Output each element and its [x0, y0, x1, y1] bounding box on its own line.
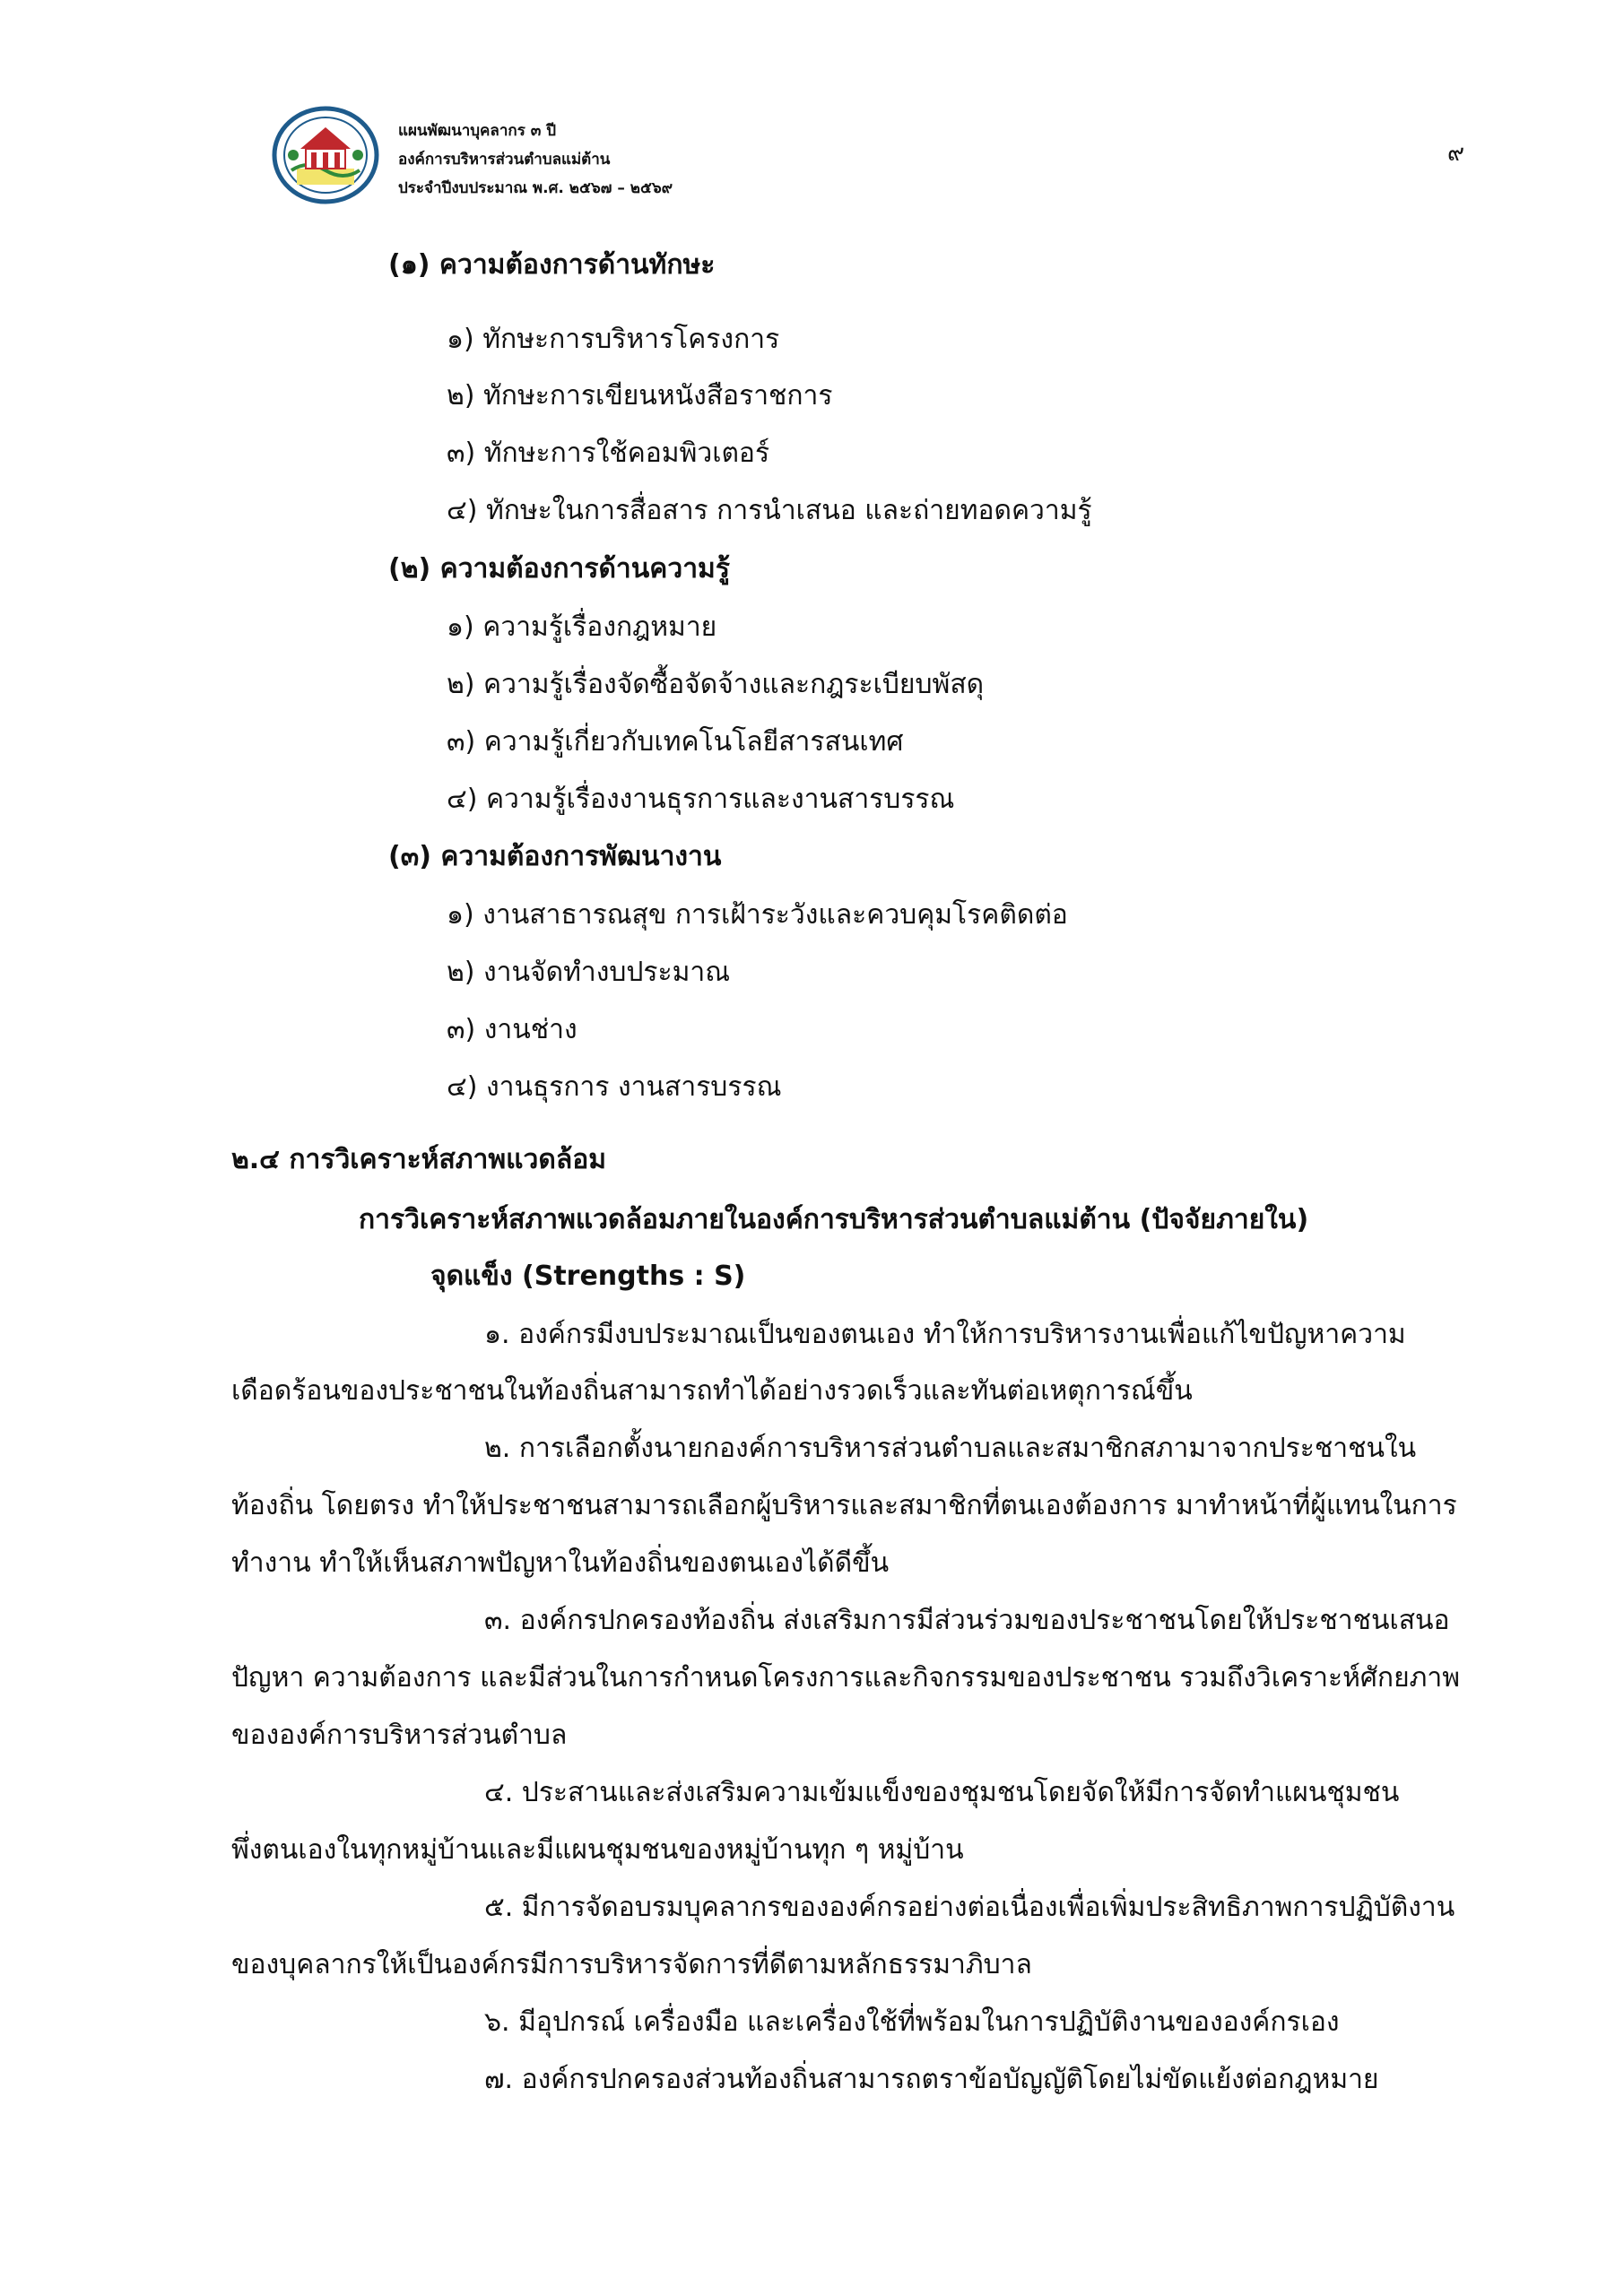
header-organization: องค์การบริหารส่วนตำบลแม่ต้าน: [398, 151, 611, 169]
strengths-title: จุดแข็ง (Strengths : S): [430, 1261, 746, 1292]
paragraph-line: ปัญหา ความต้องการ และมีส่วนในการกำหนดโครงการและกิจกรรมของประชาชน รวมถึงวิเคราะห์ศักยภาพ: [231, 1662, 1461, 1694]
paragraph-line: ขององค์การบริหารส่วนตำบล: [231, 1720, 568, 1751]
paragraph-line: เดือดร้อนของประชาชนในท้องถิ่นสามารถทำได้อย่างรวดเร็วและทันต่อเหตุการณ์ขึ้น: [231, 1375, 1193, 1407]
list-item: ๒) ความรู้เรื่องจัดซื้อจัดจ้างและกฎระเบียบพัสดุ: [447, 669, 985, 700]
paragraph-line: ๗. องค์กรปกครองส่วนท้องถิ่นสามารถตราข้อบัญญัติโดยไม่ขัดแย้งต่อกฎหมาย: [484, 2064, 1379, 2095]
paragraph-line: ๓. องค์กรปกครองท้องถิ่น ส่งเสริมการมีส่วนร่วมของประชาชนโดยให้ประชาชนเสนอ: [484, 1605, 1450, 1636]
paragraph-line: ๑. องค์กรมีงบประมาณเป็นของตนเอง ทำให้การบริหารงานเพื่อแก้ไขปัญหาความ: [484, 1319, 1406, 1350]
needs-heading-knowledge: (๒) ความต้องการด้านความรู้: [388, 553, 730, 585]
list-item: ๔) ทักษะในการสื่อสาร การนำเสนอ และถ่ายทอดความรู้: [447, 495, 1092, 526]
paragraph-line: ๒. การเลือกตั้งนายกองค์การบริหารส่วนตำบลและสมาชิกสภามาจากประชาชนใน: [484, 1433, 1417, 1464]
list-item: ๓) งานช่าง: [447, 1014, 578, 1045]
paragraph-line: ทำงาน ทำให้เห็นสภาพปัญหาในท้องถิ่นของตนเองได้ดีขึ้น: [231, 1547, 890, 1579]
list-item: ๔) ความรู้เรื่องงานธุรการและงานสารบรรณ: [447, 784, 955, 815]
list-item: ๓) ความรู้เกี่ยวกับเทคโนโลยีสารสนเทศ: [447, 726, 904, 758]
list-item: ๓) ทักษะการใช้คอมพิวเตอร์: [447, 438, 770, 469]
list-item: ๑) ทักษะการบริหารโครงการ: [447, 324, 780, 355]
list-item: ๑) งานสาธารณสุข การเฝ้าระวังและควบคุมโรคติดต่อ: [447, 899, 1068, 931]
paragraph-line: ๖. มีอุปกรณ์ เครื่องมือ และเครื่องใช้ที่พร้อมในการปฏิบัติงานขององค์กรเอง: [484, 2006, 1340, 2038]
paragraph-line: ท้องถิ่น โดยตรง ทำให้ประชาชนสามารถเลือกผู้บริหารและสมาชิกที่ตนเองต้องการ มาทำหน้าที่ผู้แทนในการ: [231, 1490, 1457, 1521]
needs-heading-skills: (๑) ความต้องการด้านทักษะ: [388, 249, 716, 281]
header-fiscal-year: ประจำปีงบประมาณ พ.ศ. ๒๕๖๗ – ๒๕๖๙: [398, 179, 673, 197]
list-item: ๒) งานจัดทำงบประมาณ: [447, 957, 731, 988]
list-item: ๔) งานธุรการ งานสารบรรณ: [447, 1071, 782, 1103]
paragraph-line: พึ่งตนเองในทุกหมู่บ้านและมีแผนชุมชนของหมู่บ้านทุก ๆ หมู่บ้าน: [231, 1834, 964, 1866]
list-item: ๑) ความรู้เรื่องกฎหมาย: [447, 611, 717, 643]
document-header: [398, 117, 673, 203]
needs-heading-work-development: (๓) ความต้องการพัฒนางาน: [388, 841, 722, 872]
analysis-subtitle: การวิเคราะห์สภาพแวดล้อมภายในองค์การบริหารส่วนตำบลแม่ต้าน (ปัจจัยภายใน): [359, 1204, 1309, 1235]
paragraph-line: ของบุคลากรให้เป็นองค์กรมีการบริหารจัดการที่ดีตามหลักธรรมาภิบาล: [231, 1949, 1032, 1980]
page-number: ๙: [1447, 140, 1465, 167]
municipal-seal-icon: [272, 106, 379, 204]
paragraph-line: ๕. มีการจัดอบรมบุคลากรขององค์กรอย่างต่อเนื่องเพื่อเพิ่มประสิทธิภาพการปฏิบัติงาน: [484, 1892, 1455, 1923]
paragraph-line: ๔. ประสานและส่งเสริมความเข้มแข็งของชุมชนโดยจัดให้มีการจัดทำแผนชุมชน: [484, 1777, 1400, 1808]
list-item: ๒) ทักษะการเขียนหนังสือราชการ: [447, 380, 833, 412]
section-title: ๒.๔ การวิเคราะห์สภาพแวดล้อม: [231, 1144, 607, 1175]
header-plan-title: แผนพัฒนาบุคลากร ๓ ปี: [398, 122, 557, 140]
